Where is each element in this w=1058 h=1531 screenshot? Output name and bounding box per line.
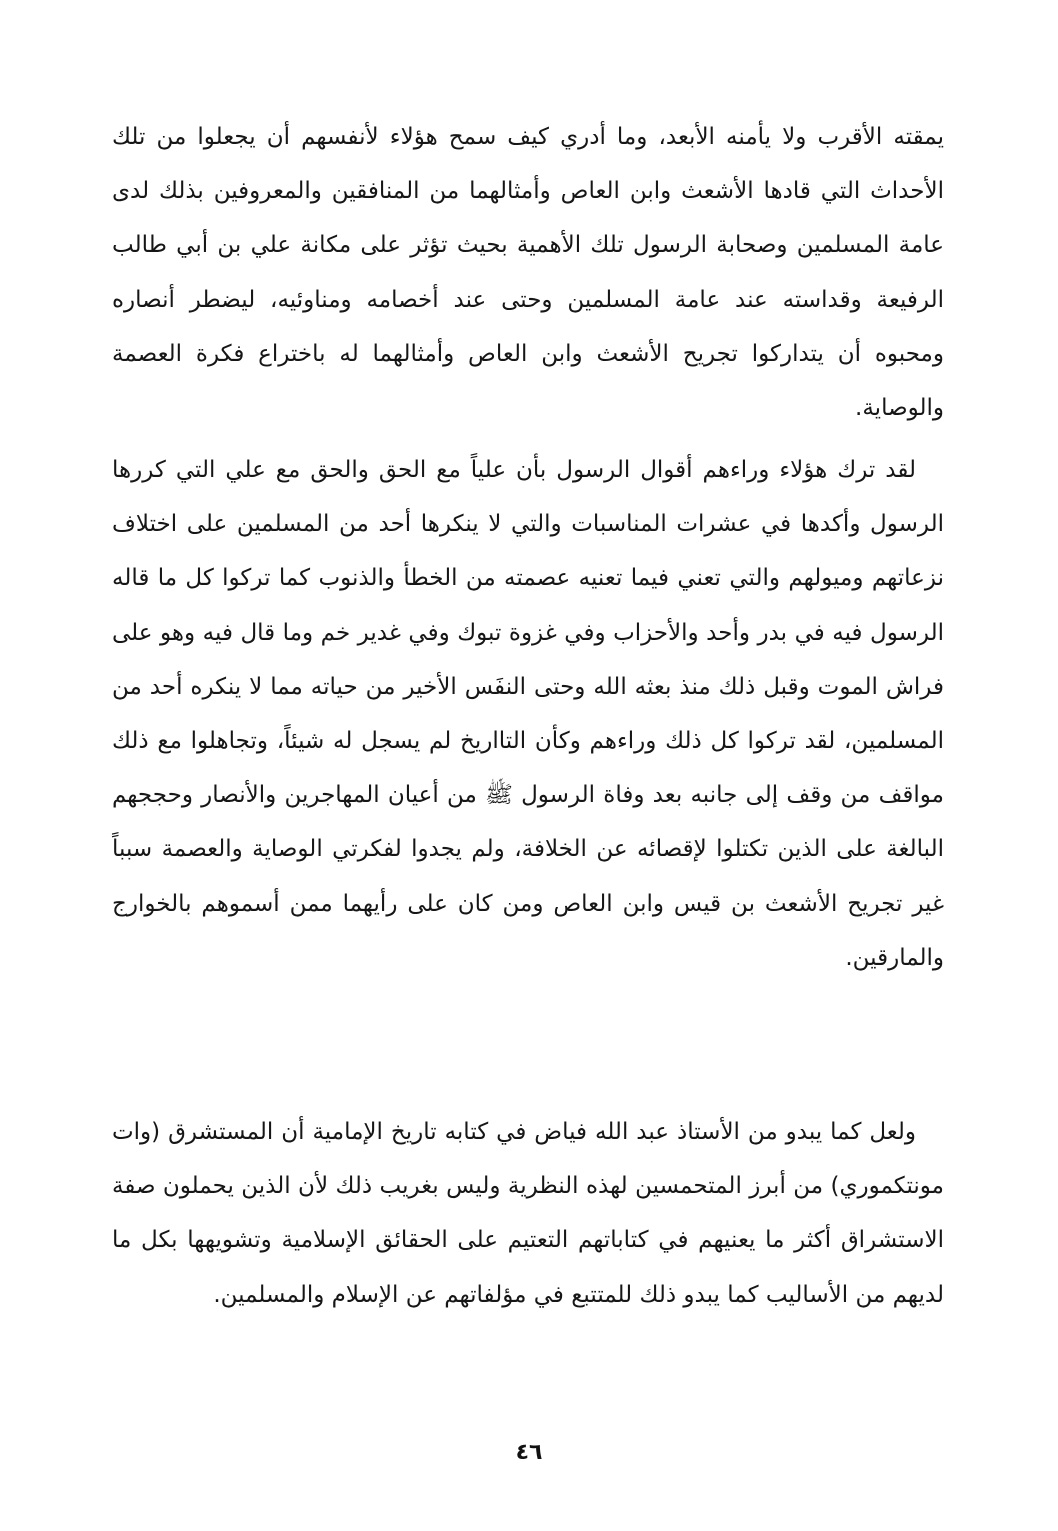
page-number: ٤٦ bbox=[515, 1440, 543, 1465]
paragraph-1 bbox=[112, 110, 944, 435]
paragraph-2 bbox=[112, 443, 944, 985]
paragraph-3 bbox=[112, 1105, 944, 1322]
paragraph-2-text: لقد ترك هؤلاء وراءهم أقوال الرسول بأن علياً مع الحق والحق مع علي التي كررها الرسول وأكدها في عشرات المناسبات والتي لا ينكرها أحد من المسلمين على اختلاف نزعاتهم وميولهم والتي تعني فيما تعنيه عصمته من الخطأ والذنوب كما تركوا كل ما قاله الرسول فيه في بدر وأحد والأحزاب وفي غزوة تبوك وفي غدير خم وما قال فيه وهو على فراش الموت وقبل ذلك منذ بعثه الله وحتى النفَس الأخير من حياته مما لا ينكره أحد من المسلمين، لقد تركوا كل ذلك وراءهم وكأن التااريخ لم يسجل له شيئاً، وتجاهلوا مع ذلك مواقف من وقف إلى جانبه بعد وفاة الرسول ﷺ من أعيان المهاجرين والأنصار وحججهم البالغة على الذين تكتلوا لإقصائه عن الخلافة، ولم يجدوا لفكرتي الوصاية والعصمة سبباً غير تجريح الأشعث بن قيس وابن العاص ومن كان على رأيهما ممن أسموهم بالخوارج والمارقين. bbox=[112, 457, 944, 971]
paragraph-1-text: يمقته الأقرب ولا يأمنه الأبعد، وما أدري كيف سمح هؤلاء لأنفسهم أن يجعلوا من تلك الأحداث التي قادها الأشعث وابن العاص وأمثالهما من المنافقين والمعروفين بذلك لدى عامة المسلمين وصحابة الرسول تلك الأهمية بحيث تؤثر على مكانة علي بن أبي طالب الرفيعة وقداسته عند عامة المسلمين وحتى عند أخصامه ومناوئيه، ليضطر أنصاره ومحبوه أن يتداركوا تجريح الأشعث وابن العاص وأمثالهما له باختراع فكرة العصمة والوصاية. bbox=[112, 124, 944, 422]
paragraph-3-text: ولعل كما يبدو من الأستاذ عبد الله فياض في كتابه تاريخ الإمامية أن المستشرق (وات مونتكموري) من أبرز المتحمسين لهذه النظرية وليس بغريب ذلك لأن الذين يحملون صفة الاستشراق أكثر ما يعنيهم في كتاباتهم التعتيم على الحقائق الإسلامية وتشويهها بكل ما لديهم من الأساليب كما يبدو ذلك للمتتبع في مؤلفاتهم عن الإسلام والمسلمين. bbox=[112, 1119, 944, 1308]
